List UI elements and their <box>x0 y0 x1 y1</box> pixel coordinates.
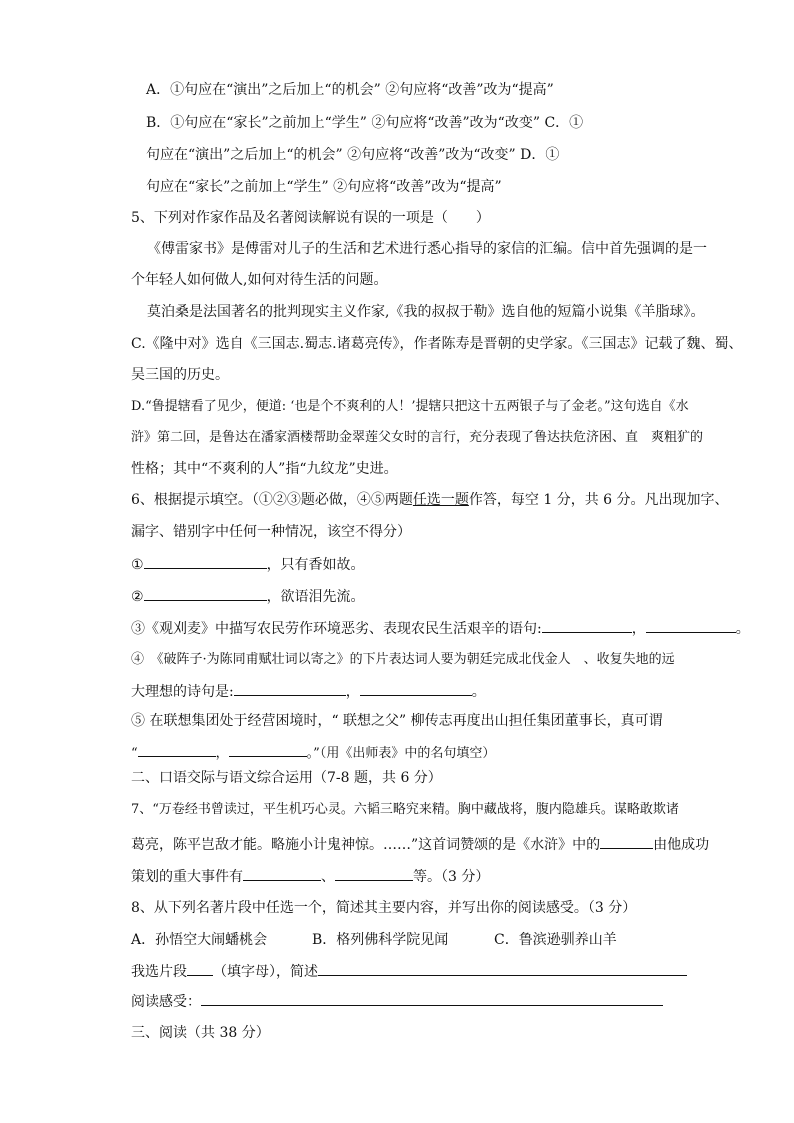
q6-item3-comma: ， <box>631 621 646 637</box>
q6-item5-line1: ⑤ 在联想集团处于经营困境时，“ 联想之父” 柳传志再度出山担任集团董事长，真可谓 <box>131 713 663 729</box>
q6-item2-text: ，欲语泪先流。 <box>266 589 365 605</box>
q6-item5-blank1[interactable] <box>138 742 216 757</box>
q8-option-b: B．格列佛科学院见闻 <box>312 932 449 948</box>
q7-line3-sep: 、 <box>321 869 335 885</box>
q8-choice-line <box>131 961 687 982</box>
q7-blank1[interactable] <box>600 834 653 849</box>
q8-stem: 8、从下列名著片段中任选一个，简述其主要内容，并写出你的阅读感受。（3 分） <box>131 900 637 916</box>
q6-item4-comma: ， <box>345 684 360 700</box>
q6-item3-blank2[interactable] <box>646 618 736 633</box>
q8-choice-desc: （填字母），简述 <box>213 964 318 980</box>
q5-d-line3: 性格；其中“不爽利的人”指“九纹龙”史进。 <box>131 461 398 477</box>
section-3-heading: 三、阅读（共 38 分） <box>131 1025 270 1041</box>
q7-line3 <box>131 866 489 887</box>
option-d: 句应在“家长”之前加上“学生” ②句应将“改善”改为“提高” <box>146 179 502 195</box>
q6-item4-blank1[interactable] <box>234 681 346 696</box>
q6-item5-blank2[interactable] <box>229 742 307 757</box>
q8-feeling-line <box>131 991 663 1012</box>
option-b: B．①句应在“家长”之前加上“学生” ②句应将“改善”改为“改变” C．① <box>146 115 584 131</box>
option-c: 句应在“演出”之后加上“的机会” ②句应将“改善”改为“改变” D．① <box>146 147 560 163</box>
q6-item4-line2 <box>131 681 486 702</box>
q6-item5-close: 。”（用《出师表》中的名句填空） <box>306 746 496 761</box>
q6-item3 <box>131 618 750 639</box>
section-2-heading: 二、口语交际与语文综合运用（7-8 题，共 6 分） <box>131 770 442 786</box>
q6-item5-comma: ， <box>215 746 229 761</box>
q8-summary-blank[interactable] <box>318 961 687 976</box>
q8-option-c: C．鲁滨逊驯养山羊 <box>494 932 617 948</box>
q6-stem-line2: 漏字、错别字中任何一种情况，该空不得分） <box>131 524 411 540</box>
q7-line3-text: 策划的重大事件有 <box>131 869 243 885</box>
q8-feeling-blank[interactable] <box>201 991 663 1006</box>
q6-item2-num: ② <box>131 589 144 605</box>
q8-feeling-label: 阅读感受： <box>131 994 201 1010</box>
q6-item1-text: ，只有香如故。 <box>266 557 365 573</box>
q6-item2 <box>131 586 365 607</box>
q6-item3-period: 。 <box>735 621 750 637</box>
q8-choice-label: 我选片段 <box>131 964 187 980</box>
q5-d-line1: D.“鲁提辖看了见少，便道: ‘也是个不爽利的人！’提辖只把这十五两银子与了金老。”这句选自《水 <box>131 399 689 414</box>
q6-item5-line2 <box>131 742 495 764</box>
q7-blank3[interactable] <box>335 866 413 881</box>
q5-b-line1: 莫泊桑是法国著名的批判现实主义作家,《我的叔叔于勒》选自他的短篇小说集《羊脂球》。 <box>147 304 705 320</box>
q6-stem-part2: 作答，每空 1 分，共 6 分。凡出现加字、 <box>468 492 729 508</box>
q7-blank2[interactable] <box>243 866 321 881</box>
q5-d-line2: 浒》第二回，是鲁达在潘家酒楼帮助金翠莲父女时的言行，充分表现了鲁达扶危济困、直 爽粗犷的 <box>131 430 704 445</box>
q7-line2-tail: 由他成功 <box>653 837 710 853</box>
q5-a-line2: 个年轻人如何做人,如何对待生活的问题。 <box>131 272 388 288</box>
q5-a-line1: 《傅雷家书》是傅雷对儿子的生活和艺术进行悉心指导的家信的汇编。信中首先强调的是一 <box>147 241 707 257</box>
q6-item3-text: ③《观刈麦》中描写农民劳作环境恶劣、表现农民生活艰辛的语句: <box>131 621 542 637</box>
q8-letter-blank[interactable] <box>187 961 213 976</box>
q7-line1: 7、“万卷经书曾读过，平生机巧心灵。六韬三略究来精。胸中藏战将，腹内隐雄兵。谋略敢欺诸 <box>131 802 679 817</box>
q5-stem: 5、下列对作家作品及名著阅读解说有误的一项是（ ） <box>131 210 490 226</box>
q6-stem-line1 <box>131 490 729 510</box>
q5-c-line2: 吴三国的历史。 <box>131 367 229 383</box>
q6-item3-blank1[interactable] <box>542 618 632 633</box>
q7-line3-tail: 等。（3 分） <box>413 869 490 885</box>
q7-line2 <box>131 834 709 855</box>
q7-line2-text: 葛亮，陈平岂敌才能。略施小计鬼神惊。……”这首词赞颂的是《水浒》中的 <box>131 837 601 853</box>
option-a: A．①句应在“演出”之后加上“的机会” ②句应将“改善”改为“提高” <box>146 82 554 98</box>
q6-item4-text: 大理想的诗句是: <box>131 684 234 700</box>
q6-item4-line1: ④ 《破阵子·为陈同甫赋壮词以寄之》的下片表达词人要为朝廷完成北伐金人 、收复失地的远 <box>131 652 675 667</box>
q6-item2-blank[interactable] <box>144 586 267 601</box>
q6-item4-blank2[interactable] <box>360 681 472 696</box>
q6-item1-blank[interactable] <box>144 554 267 569</box>
q6-stem-underlined: 任选一题 <box>412 492 469 508</box>
q6-item5-open: “ <box>131 746 138 761</box>
q8-option-a: A．孙悟空大闹蟠桃会 <box>131 932 268 948</box>
q5-c-line1: C.《隆中对》选自《三国志.蜀志.诸葛亮传》，作者陈寿是晋朝的史学家。《三国志》记载了魏、蜀、 <box>131 336 743 352</box>
q6-item4-period: 。 <box>471 684 486 700</box>
q6-item1 <box>131 554 365 575</box>
q6-stem-part1: 6、根据提示填空。（①②③题必做，④⑤两题 <box>131 492 413 508</box>
q6-item1-num: ① <box>131 557 144 573</box>
